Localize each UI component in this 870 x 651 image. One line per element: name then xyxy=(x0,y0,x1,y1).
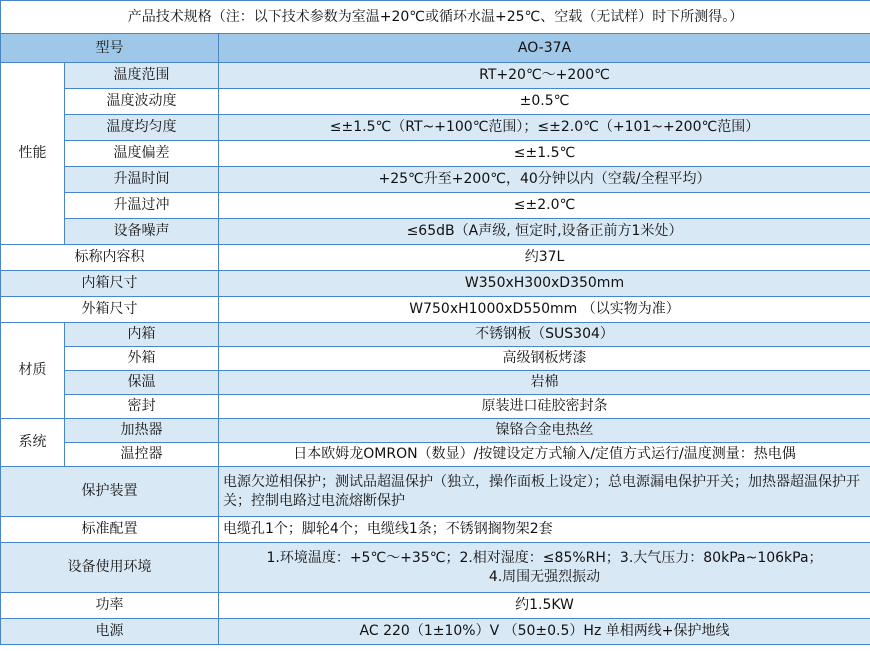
spec-label: 升温时间 xyxy=(65,167,219,193)
spec-value: ≤±1.5℃（RT~+100℃范围）；≤±2.0℃（+101~+200℃范围） xyxy=(219,115,870,141)
spec-value: 电缆孔1个；脚轮4个；电缆线1条；不锈钢搁物架2套 xyxy=(219,517,870,543)
spec-label: 内箱尺寸 xyxy=(1,271,219,297)
spec-value: AC 220（1±10%）V （50±0.5）Hz 单相两线+保护地线 xyxy=(219,619,870,645)
spec-value: 高级钢板烤漆 xyxy=(219,347,870,371)
spec-label: 电源 xyxy=(1,619,219,645)
spec-value: ≤±2.0℃ xyxy=(219,193,870,219)
spec-value: 电源欠逆相保护；测试品超温保护（独立，操作面板上设定）；总电源漏电保护开关；加热器超温保护开关；控制电路过电流熔断保护 xyxy=(219,467,870,517)
spec-label: 标准配置 xyxy=(1,517,219,543)
spec-label: 外箱 xyxy=(65,347,219,371)
spec-value: +25℃升至+200℃，40分钟以内（空载/全程平均） xyxy=(219,167,870,193)
spec-label: 温度波动度 xyxy=(65,89,219,115)
spec-label: 温度偏差 xyxy=(65,141,219,167)
system-group-label: 系统 xyxy=(1,419,65,467)
spec-value: RT+20℃～+200℃ xyxy=(219,63,870,89)
spec-label: 设备使用环境 xyxy=(1,543,219,593)
spec-label: 温度均匀度 xyxy=(65,115,219,141)
spec-label: 标称内容积 xyxy=(1,245,219,271)
spec-label: 外箱尺寸 xyxy=(1,297,219,323)
spec-value: 约1.5KW xyxy=(219,593,870,619)
spec-label: 密封 xyxy=(65,395,219,419)
spec-value: ≤65dB（A声级, 恒定时,设备正前方1米处） xyxy=(219,219,870,245)
performance-group-label: 性能 xyxy=(1,63,65,245)
spec-value: 岩棉 xyxy=(219,371,870,395)
model-label: 型号 xyxy=(1,34,219,63)
spec-label: 保温 xyxy=(65,371,219,395)
spec-label: 保护装置 xyxy=(1,467,219,517)
spec-value: W750xH1000xD550mm （以实物为准） xyxy=(219,297,870,323)
spec-value: 约37L xyxy=(219,245,870,271)
spec-label: 内箱 xyxy=(65,323,219,347)
spec-value: 不锈钢板（SUS304） xyxy=(219,323,870,347)
spec-label: 升温过冲 xyxy=(65,193,219,219)
material-group-label: 材质 xyxy=(1,323,65,419)
spec-label: 温控器 xyxy=(65,443,219,467)
spec-label: 加热器 xyxy=(65,419,219,443)
spec-label: 温度范围 xyxy=(65,63,219,89)
spec-value xyxy=(219,543,870,593)
spec-value: 镍铬合金电热丝 xyxy=(219,419,870,443)
environment-line-2: 4.周围无强烈振动 xyxy=(488,568,601,585)
spec-value: ±0.5℃ xyxy=(219,89,870,115)
spec-value: ≤±1.5℃ xyxy=(219,141,870,167)
table-caption: 产品技术规格（注：以下技术参数为室温+20℃或循环水温+25℃、空载（无试样）时下所测得。） xyxy=(1,1,870,34)
model-value: AO-37A xyxy=(219,34,870,63)
spec-label: 设备噪声 xyxy=(65,219,219,245)
spec-value: 原装进口硅胶密封条 xyxy=(219,395,870,419)
spec-value: 日本欧姆龙OMRON（数显）/按键设定方式输入/定值方式运行/温度测量：热电偶 xyxy=(219,443,870,467)
environment-line-1: 1.环境温度：+5℃～+35℃；2.相对湿度：≤85%RH；3.大气压力：80kPa~106kPa； xyxy=(266,549,823,566)
spec-label: 功率 xyxy=(1,593,219,619)
spec-value: W350xH300xD350mm xyxy=(219,271,870,297)
